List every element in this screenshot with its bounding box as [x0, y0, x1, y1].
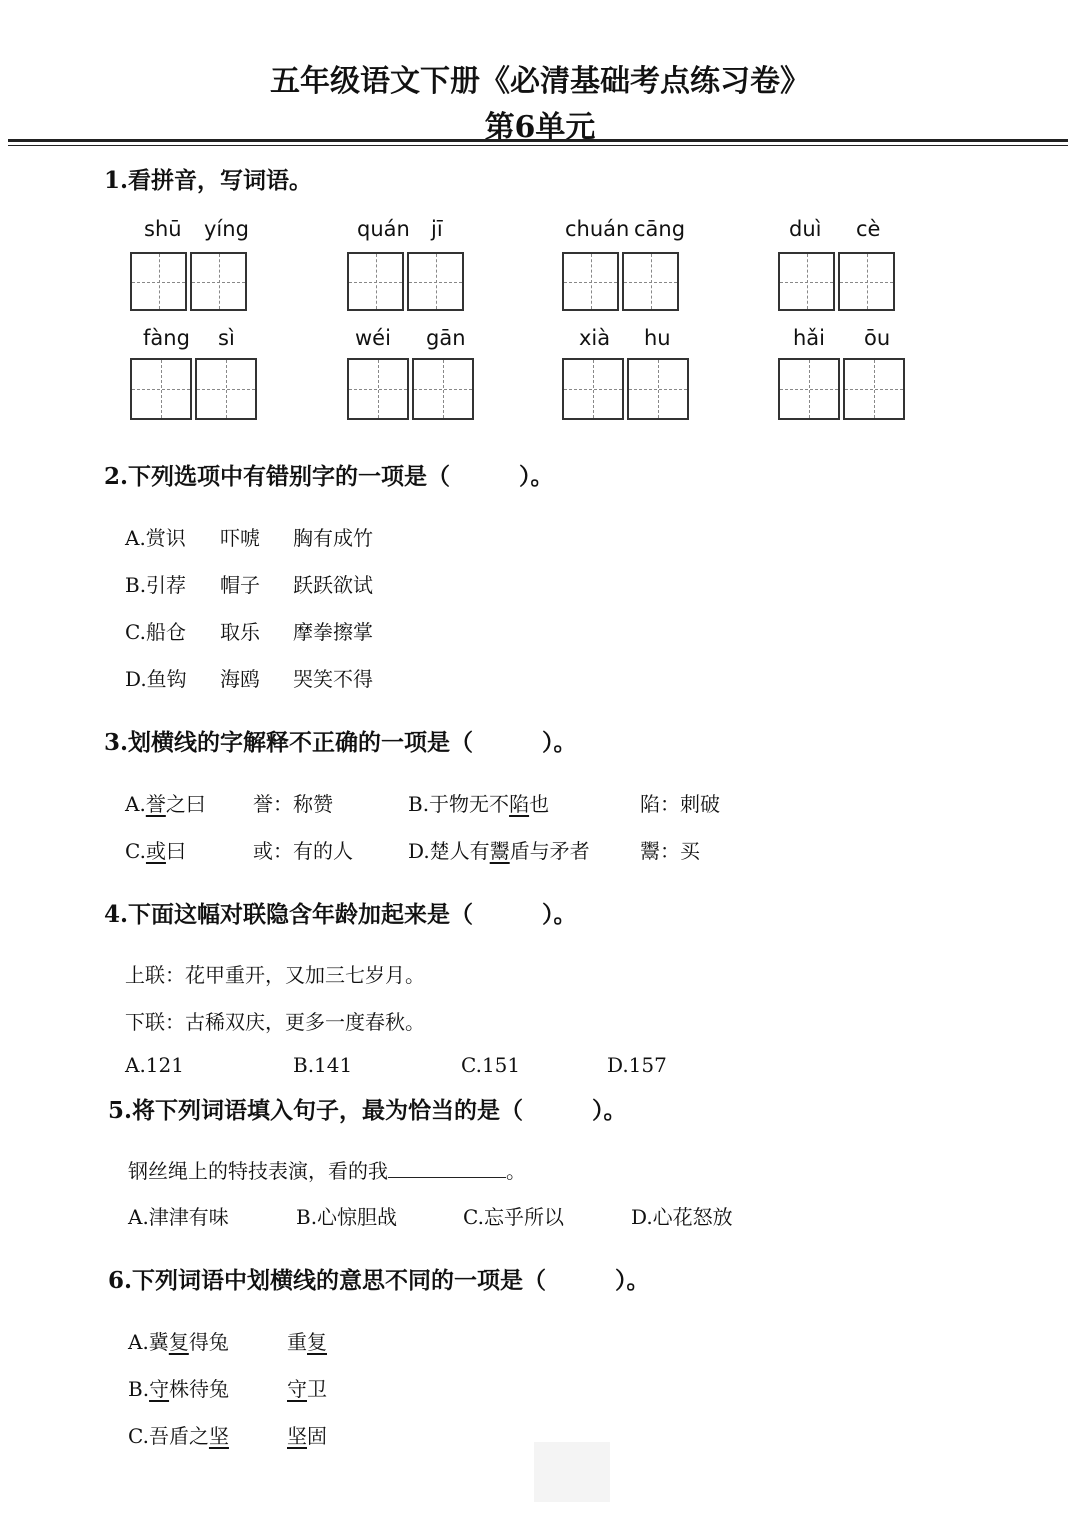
option-text: 曰 [165, 839, 186, 863]
pinyin: duì [789, 217, 822, 241]
question-1-prompt: 1.看拼音，写词语。 [104, 167, 313, 194]
pinyin: yíng [204, 217, 249, 241]
pinyin: quán [357, 217, 410, 241]
underlined-char: 守 [287, 1377, 307, 1401]
tian-ge-box[interactable] [130, 358, 192, 420]
option-text: 株待兔 [169, 1377, 230, 1401]
underlined-char: 或 [145, 839, 166, 863]
fill-sentence [128, 1155, 526, 1184]
tian-ge-box[interactable] [195, 358, 257, 420]
option-text: A.冀 [128, 1330, 169, 1354]
writing-grid[interactable] [778, 252, 895, 311]
option: A.津津有味 [128, 1205, 229, 1229]
question-3-prompt: 3.划横线的字解释不正确的一项是（ ）。 [104, 729, 577, 756]
faint-watermark [534, 1442, 610, 1502]
option-text: D.楚人有 [408, 839, 490, 863]
option-a [125, 788, 206, 817]
option: A.121 [125, 1053, 184, 1077]
writing-grid[interactable] [130, 358, 257, 420]
option: C.151 [461, 1053, 521, 1077]
option-label: C.船仓 [125, 620, 186, 644]
page-title: 五年级语文下册《必清基础考点练习卷》 [270, 64, 810, 99]
underlined-char: 鬻 [489, 839, 510, 863]
option-word: 摩拳擦掌 [293, 620, 373, 644]
option-word: 帽子 [220, 573, 260, 597]
pinyin: xià [579, 326, 611, 350]
option-word: 哭笑不得 [293, 667, 373, 691]
question-4-prompt: 4.下面这幅对联隐含年龄加起来是（ ）。 [104, 901, 577, 928]
tian-ge-box[interactable] [347, 358, 409, 420]
answer-blank[interactable] [388, 1159, 506, 1178]
writing-grid[interactable] [562, 358, 689, 420]
pinyin: shū [144, 217, 182, 241]
underlined-char: 坚 [208, 1424, 229, 1448]
option-text: 得兔 [188, 1330, 229, 1354]
tian-ge-box[interactable] [843, 358, 905, 420]
pinyin: cāng [634, 217, 686, 241]
writing-grid[interactable] [562, 252, 679, 311]
option-c [125, 835, 186, 864]
writing-grid[interactable] [347, 252, 464, 311]
pinyin: jī [431, 217, 443, 241]
option-label: D.鱼钩 [125, 667, 187, 691]
tian-ge-box[interactable] [838, 252, 895, 311]
tian-ge-box[interactable] [130, 252, 187, 311]
couplet-upper: 上联：花甲重开，又加三七岁月。 [125, 963, 425, 987]
option-text: 之曰 [165, 792, 206, 816]
option-word: 海鸥 [220, 667, 260, 691]
question-5-prompt: 5.将下列词语填入句子，最为恰当的是（ ）。 [108, 1097, 627, 1124]
underlined-char: 复 [307, 1330, 327, 1354]
option-d [408, 835, 590, 864]
option: B.心惊胆战 [296, 1205, 398, 1229]
option-word: 跃跃欲试 [293, 573, 373, 597]
option-a [128, 1326, 229, 1355]
option-text: B. [128, 1377, 150, 1401]
option-text: 也 [529, 792, 550, 816]
option-word: 吓唬 [220, 526, 260, 550]
writing-grid[interactable] [778, 358, 905, 420]
sentence-text: 钢丝绳上的特技表演，看的我 [128, 1159, 388, 1183]
writing-grid[interactable] [130, 252, 247, 311]
option: D.157 [607, 1053, 667, 1077]
option-text: 盾与矛者 [509, 839, 590, 863]
tian-ge-box[interactable] [778, 252, 835, 311]
option-word: 胸有成竹 [293, 526, 373, 550]
pinyin: hu [644, 326, 671, 350]
option: C.忘乎所以 [463, 1205, 564, 1229]
underlined-char: 陷 [509, 792, 530, 816]
option-text: 固 [307, 1424, 327, 1448]
option-text: A. [125, 792, 146, 816]
gloss: 誉：称赞 [253, 792, 333, 816]
underlined-char: 守 [149, 1377, 170, 1401]
option-text: C.吾盾之 [128, 1424, 209, 1448]
question-6-prompt: 6.下列词语中划横线的意思不同的一项是（ ）。 [108, 1267, 650, 1294]
tian-ge-box[interactable] [347, 252, 404, 311]
option-label: A.赏识 [125, 526, 186, 550]
option-text: 重 [287, 1330, 307, 1354]
couplet-lower: 下联：古稀双庆，更多一度春秋。 [125, 1010, 425, 1034]
compare-word [287, 1373, 327, 1402]
tian-ge-box[interactable] [407, 252, 464, 311]
pinyin: ōu [864, 326, 891, 350]
pinyin: sì [218, 326, 235, 350]
pinyin: fàng [143, 326, 190, 350]
pinyin: chuán [565, 217, 630, 241]
pinyin: gān [426, 326, 466, 350]
underlined-char: 复 [168, 1330, 189, 1354]
option-b [128, 1373, 229, 1402]
option-word: 取乐 [220, 620, 260, 644]
title-rule-thick [8, 139, 1068, 142]
tian-ge-box[interactable] [562, 358, 624, 420]
pinyin: cè [856, 217, 881, 241]
writing-grid[interactable] [347, 358, 474, 420]
option-text: 卫 [307, 1377, 327, 1401]
option: B.141 [293, 1053, 353, 1077]
gloss: 或：有的人 [253, 839, 353, 863]
gloss: 鬻：买 [640, 839, 700, 863]
title-rule-thin [8, 145, 1068, 146]
option-text: C. [125, 839, 146, 863]
tian-ge-box[interactable] [778, 358, 840, 420]
pinyin: wéi [355, 326, 391, 350]
tian-ge-box[interactable] [190, 252, 247, 311]
unit-title: 第6单元 [484, 110, 596, 145]
option-label: B.引荐 [125, 573, 187, 597]
option: D.心花怒放 [631, 1205, 733, 1229]
tian-ge-box[interactable] [627, 358, 689, 420]
question-2-prompt: 2.下列选项中有错别字的一项是（ ）。 [104, 463, 554, 490]
pinyin: hǎi [793, 326, 826, 350]
option-b [408, 788, 549, 817]
option-c [128, 1420, 229, 1449]
tian-ge-box[interactable] [622, 252, 679, 311]
option-text: B.于物无不 [408, 792, 510, 816]
sentence-text: 。 [506, 1159, 526, 1183]
underlined-char: 誉 [145, 792, 166, 816]
compare-word [287, 1420, 327, 1449]
compare-word [287, 1326, 327, 1355]
tian-ge-box[interactable] [562, 252, 619, 311]
gloss: 陷：刺破 [640, 792, 720, 816]
underlined-char: 坚 [287, 1424, 307, 1448]
tian-ge-box[interactable] [412, 358, 474, 420]
